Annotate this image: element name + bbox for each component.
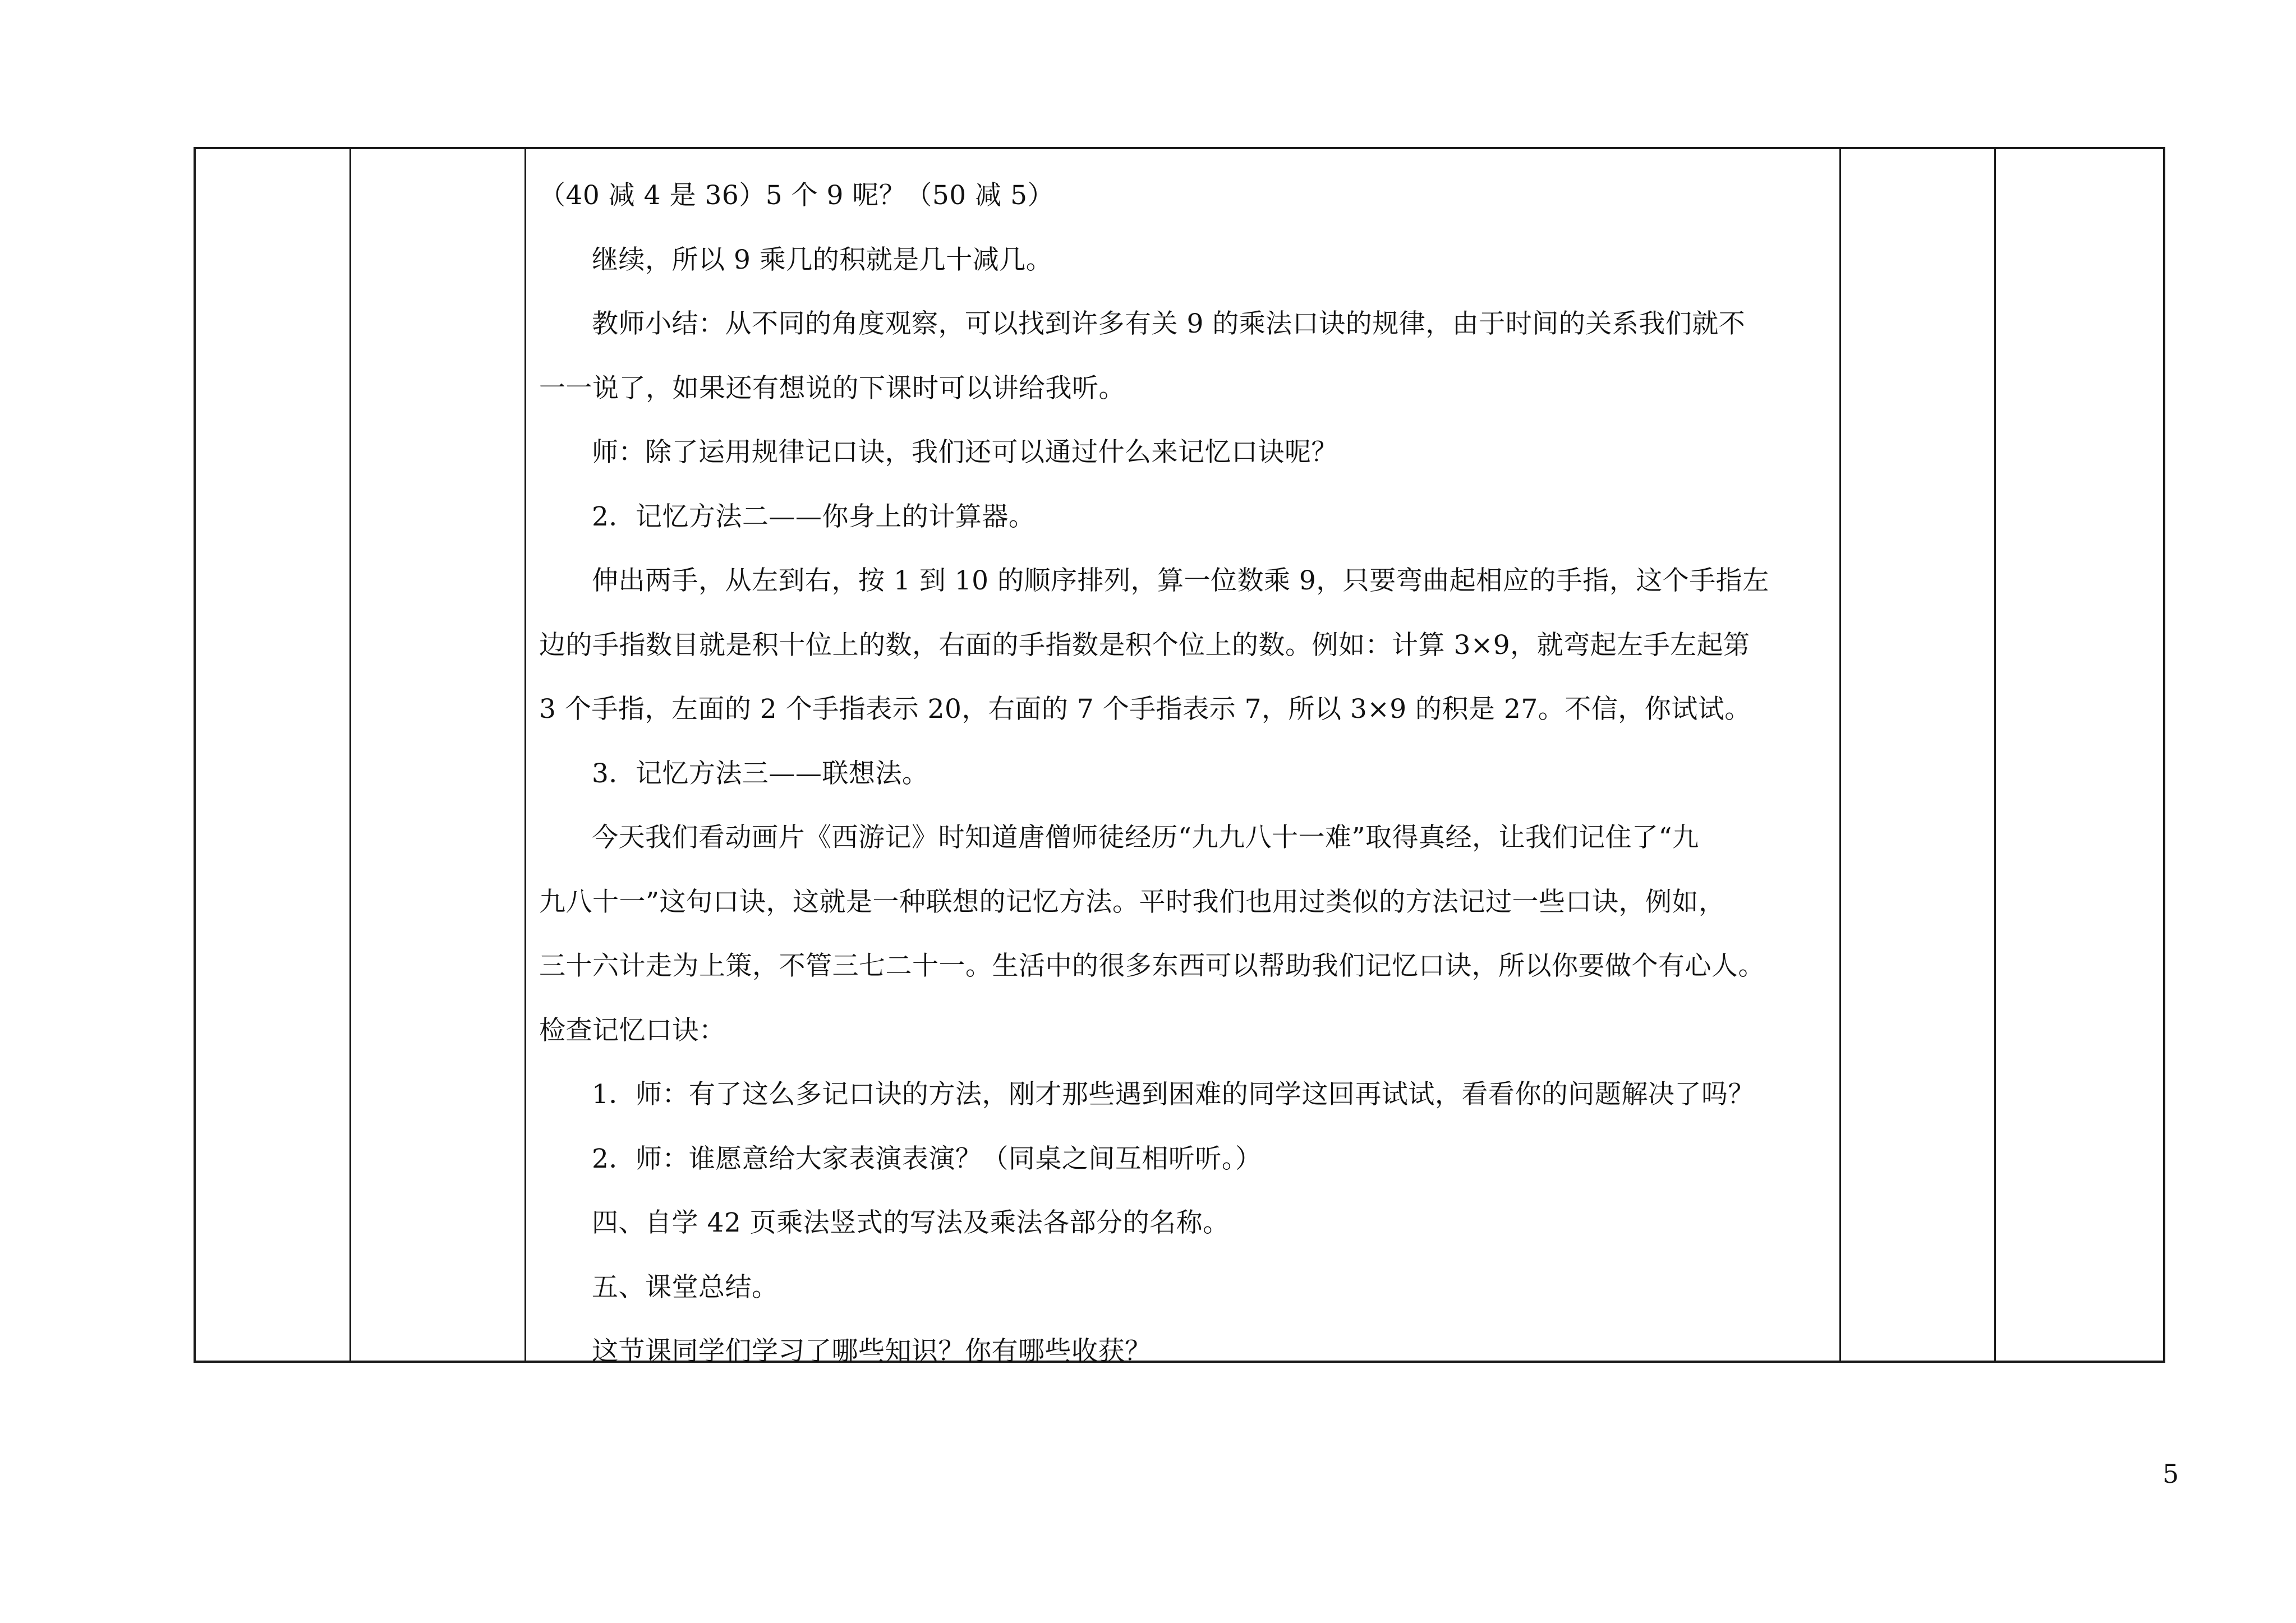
text-line: 这节课同学们学习了哪些知识？你有哪些收获？	[592, 1336, 1152, 1367]
column-divider-4	[1994, 149, 1996, 1361]
text-line: 一一说了，如果还有想说的下课时可以讲给我听。	[539, 372, 1125, 404]
text-line: 3 个手指，左面的 2 个手指表示 20，右面的 7 个手指表示 7，所以 3×9 的积是 27。不信，你试试。	[539, 694, 1751, 725]
text-line: 继续，所以 9 乘几的积就是几十减几。	[592, 244, 1053, 275]
column-divider-3	[1839, 149, 1841, 1361]
text-line: 师：除了运用规律记口诀，我们还可以通过什么来记忆口诀呢？	[592, 437, 1338, 468]
text-line: 四、自学 42 页乘法竖式的写法及乘法各部分的名称。	[592, 1207, 1230, 1238]
column-divider-2	[524, 149, 526, 1361]
text-line: 2．记忆方法二——你身上的计算器。	[592, 501, 1036, 532]
text-line: （40 减 4 是 36）5 个 9 呢？（50 减 5）	[539, 180, 1054, 211]
text-line: 伸出两手，从左到右，按 1 到 10 的顺序排列，算一位数乘 9，只要弯曲起相应的手指，这个手指左	[592, 565, 1769, 596]
text-line: 教师小结：从不同的角度观察，可以找到许多有关 9 的乘法口诀的规律，由于时间的关系我们就不	[592, 308, 1746, 339]
text-line: 九八十一”这句口诀，这就是一种联想的记忆方法。平时我们也用过类似的方法记过一些口诀，例如，	[539, 886, 1726, 917]
text-line: 2．师：谁愿意给大家表演表演？（同桌之间互相听听。）	[592, 1143, 1262, 1174]
page-number: 5	[2162, 1459, 2179, 1489]
text-line: 五、课堂总结。	[592, 1271, 779, 1303]
text-line: 3．记忆方法三——联想法。	[592, 758, 929, 789]
text-line: 今天我们看动画片《西游记》时知道唐僧师徒经历“九九八十一难”取得真经，让我们记住了“九	[592, 822, 1699, 853]
lesson-table	[194, 147, 2165, 1367]
text-line: 检查记忆口诀：	[539, 1015, 726, 1046]
text-line: 三十六计走为上策，不管三七二十一。生活中的很多东西可以帮助我们记忆口诀，所以你要做个有心人。	[539, 951, 1765, 981]
lesson-content-cell	[527, 149, 1839, 1367]
column-divider-1	[349, 149, 351, 1361]
text-line: 边的手指数目就是积十位上的数，右面的手指数是积个位上的数。例如：计算 3×9，就弯起左手左起第	[539, 629, 1750, 661]
text-line: 1．师：有了这么多记口诀的方法，刚才那些遇到困难的同学这回再试试，看看你的问题解决了吗？	[592, 1079, 1755, 1110]
